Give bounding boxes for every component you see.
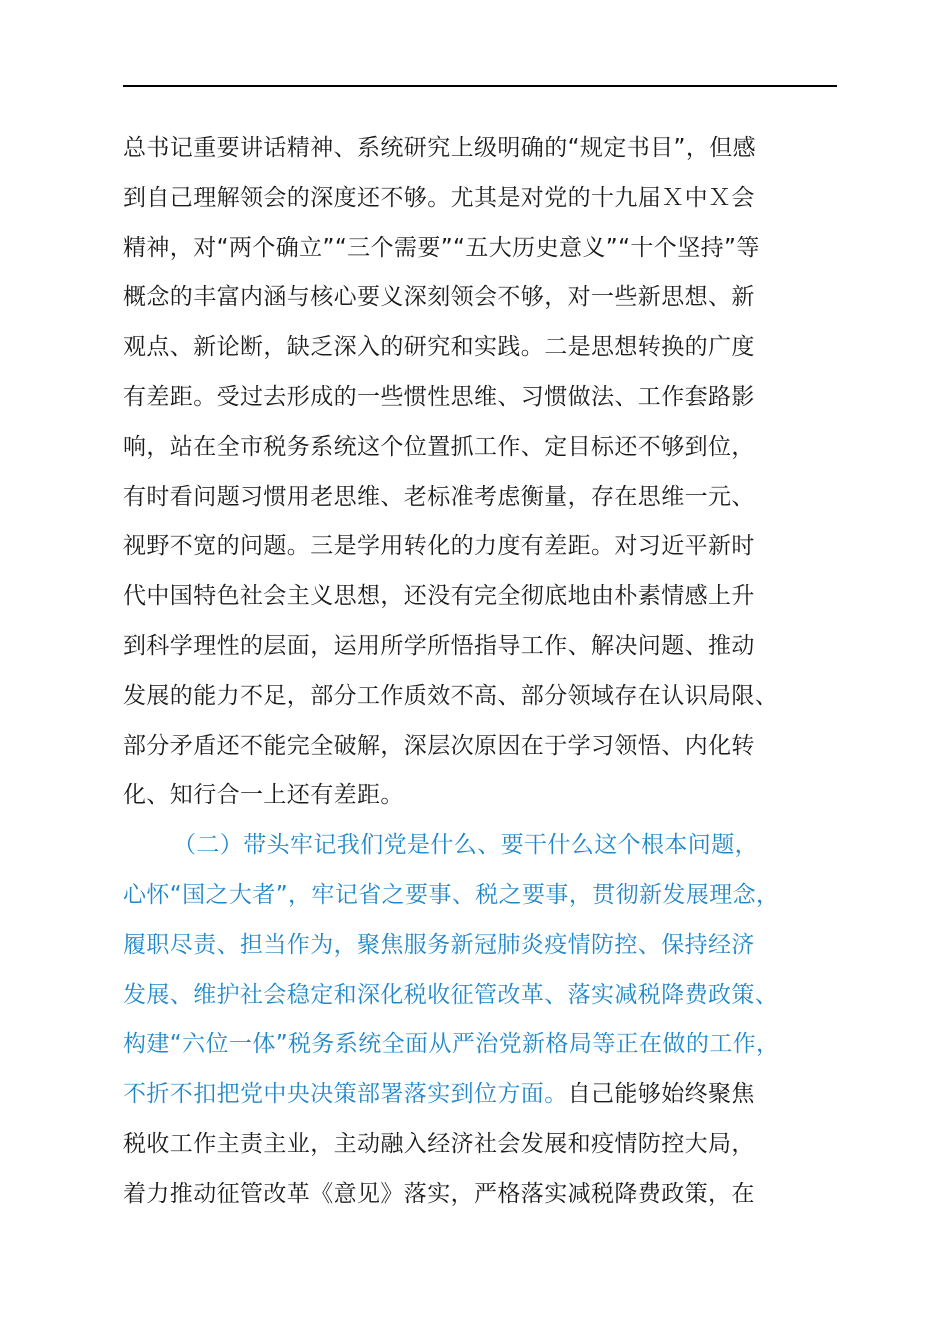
section-heading-line: （二）带头牢记我们党是什么、要干什么这个根本问题， <box>173 832 758 859</box>
paragraph-line: 发展的能力不足，部分工作质效不高、部分领域存在认识局限、 <box>123 682 779 709</box>
paragraph-line: 税收工作主责主业，主动融入经济社会发展和疫情防控大局， <box>123 1130 755 1157</box>
paragraph-line: 视野不宽的问题。三是学用转化的力度有差距。对习近平新时 <box>123 533 755 560</box>
paragraph-line: 着力推动征管改革《意见》落实，严格落实减税降费政策，在 <box>123 1180 755 1207</box>
section-heading-tail: 不折不扣把党中央决策部署落实到位方面。 <box>123 1081 568 1108</box>
paragraph-line: 响，站在全市税务系统这个位置抓工作、定目标还不够到位， <box>123 433 755 460</box>
paragraph-line: 部分矛盾还不能完全破解，深层次原因在于学习领悟、内化转 <box>123 732 755 759</box>
mixed-line <box>123 1070 839 1120</box>
paragraph-line: 精神，对“两个确立”“三个需要”“五大历史意义”“十个坚持”等 <box>123 234 760 261</box>
section-heading-line: 构建“六位一体”税务系统全面从严治党新格局等正在做的工作， <box>123 1031 780 1058</box>
paragraph-line: 有差距。受过去形成的一些惯性思维、习惯做法、工作套路影 <box>123 383 755 410</box>
paragraph-line: 观点、新论断，缺乏深入的研究和实践。二是思想转换的广度 <box>123 334 755 361</box>
paragraph-body-start: 自己能够始终聚焦 <box>567 1081 755 1108</box>
paragraph-line: 化、知行合一上还有差距。 <box>123 782 404 809</box>
paragraph-line: 有时看问题习惯用老思维、老标准考虑衡量，存在思维一元、 <box>123 483 755 510</box>
paragraph-line: 代中国特色社会主义思想，还没有完全彻底地由朴素情感上升 <box>123 583 755 610</box>
paragraph-line: 概念的丰富内涵与核心要义深刻领会不够，对一些新思想、新 <box>123 284 755 311</box>
section-heading-line: 履职尽责、担当作为，聚焦服务新冠肺炎疫情防控、保持经济 <box>123 931 755 958</box>
section-heading-line: 发展、维护社会稳定和深化税收征管改革、落实减税降费政策、 <box>123 981 779 1008</box>
header-rule <box>123 85 837 87</box>
paragraph-line: 到自己理解领会的深度还不够。尤其是对党的十九届Ｘ中Ｘ会 <box>123 184 755 211</box>
paragraph-line: 总书记重要讲话精神、系统研究上级明确的“规定书目”，但感 <box>123 135 757 161</box>
paragraph-line: 到科学理性的层面，运用所学所悟指导工作、解决问题、推动 <box>123 632 755 659</box>
body-text <box>123 124 839 1220</box>
section-heading-line: 心怀“国之大者”，牢记省之要事、税之要事，贯彻新发展理念， <box>123 881 780 908</box>
